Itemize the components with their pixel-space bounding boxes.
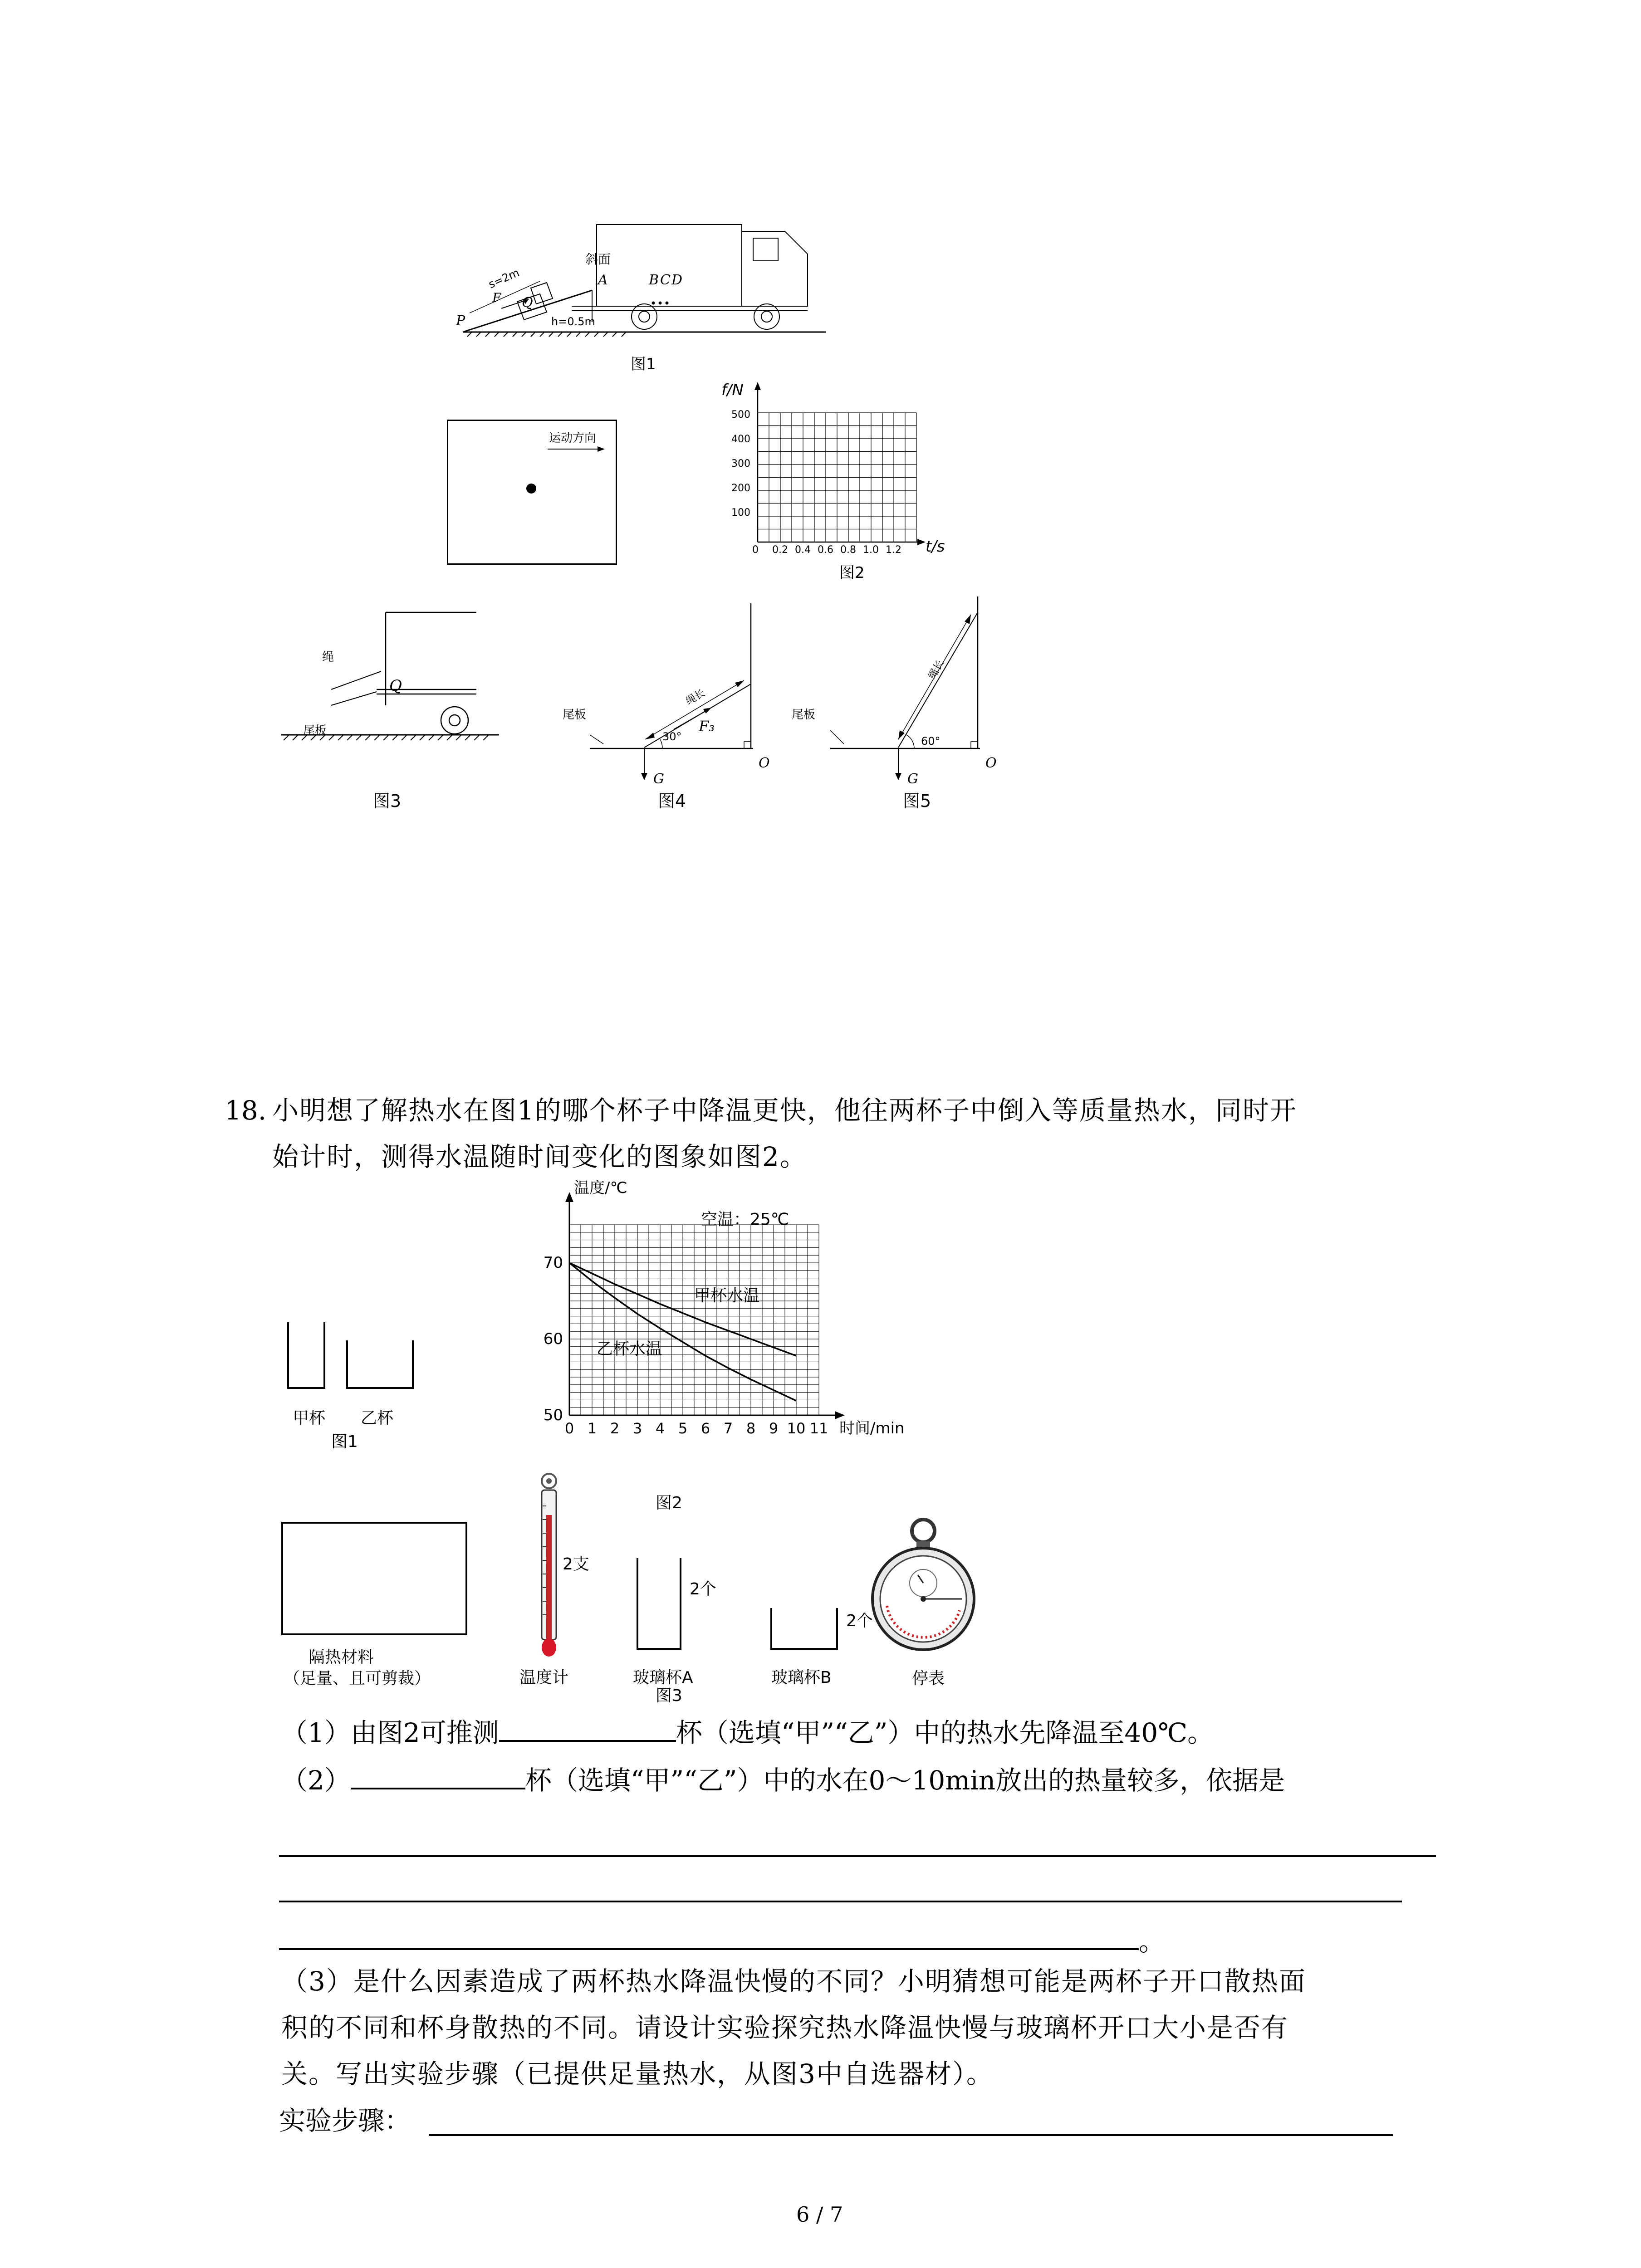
fig3-top-label: 图3 [373,791,402,811]
stopwatch-icon [869,1515,978,1651]
chart-series-label-1: 乙杯水温 [597,1339,662,1359]
sub-question-3-line-3: 关。写出实验步骤（已提供足量热水，从图3中自选器材）。 [281,2058,994,2089]
steps-label: 实验步骤： [279,2105,411,2136]
fig5-tailboard-label: 尾板 [792,708,816,722]
fig4-rope-label: 绳长 [684,687,707,708]
fig5-o-label: O [985,755,997,771]
chart-figure-label: 图2 [656,1494,682,1512]
fig1-h-label: h=0.5m [551,315,595,328]
fig4-o-label: O [759,755,770,771]
chart-x-tick-label: 2 [610,1420,620,1437]
chart-y-tick-label: 60 [543,1330,563,1348]
chart-y-axis-arrow [565,1192,573,1202]
motion-direction-label: 运动方向 [549,431,597,445]
sub-question-3-line-2: 积的不同和杯身散热的不同。请设计实验探究热水降温快慢与玻璃杯开口大小是否有 [281,2012,1289,2043]
chart-x-tick-label: 4 [655,1420,665,1437]
cooling-chart [522,1179,905,1461]
chart-x-tick-label: 3 [632,1420,642,1437]
glass-b-count: 2个 [846,1612,873,1630]
sub2-period: 。 [1139,1926,1166,1957]
fig2-top-xtick-12: 1.2 [886,544,901,556]
sub2-reason-line-3[interactable] [279,1948,1139,1950]
fig4-force-label: F₃ [699,718,715,735]
stopwatch-label: 停表 [912,1669,945,1688]
cups-figure-label: 图1 [331,1432,358,1451]
figure-5-rope-60deg [817,594,1007,789]
motion-direction-dot [526,484,536,494]
sub1-suffix: 杯（选填“甲”“乙”）中的热水先降温至40℃。 [676,1717,1214,1748]
thermometer-label: 温度计 [519,1668,569,1687]
steps-answer-line[interactable] [429,2134,1393,2136]
fig2-top-xtick-02: 0.2 [772,544,788,556]
fig1-point-q: Q [522,295,533,311]
insulation-note: （足量、且可剪裁） [284,1669,431,1688]
chart-x-tick-label: 8 [746,1420,756,1437]
fig2-top-ytick-200: 200 [731,483,750,494]
fig1-slope-label: 斜面 [585,252,611,267]
glass-a-count: 2个 [690,1580,716,1598]
chart-x-tick-label: 11 [809,1420,828,1437]
motion-direction-arrow [547,445,606,454]
chart-y-tick-label: 50 [543,1406,563,1424]
thermometer-count: 2支 [563,1555,589,1574]
insulation-material-box [281,1522,467,1635]
fig2-top-ytick-300: 300 [731,458,750,469]
chart-x-tick-label: 0 [564,1420,574,1437]
cup-jia-label: 甲杯 [293,1409,326,1427]
fig1-point-c: C [660,272,671,288]
fig1-s-label: s=2m [486,266,521,291]
glass-b-icon [769,1606,842,1660]
sub2-reason-line-2[interactable] [279,1901,1402,1902]
fig2-top-y-axis-label: f/N [721,381,744,399]
fig1-force-label: F [492,290,501,305]
fig3-top-rope-label: 绳 [322,650,334,664]
chart-series-label-0: 甲杯水温 [694,1286,760,1305]
chart-x-tick-label: 5 [678,1420,688,1437]
fig2-top-xtick-08: 0.8 [840,544,856,556]
fig2-top-x-axis-label: t/s [926,538,945,556]
fig4-g-label: G [653,771,664,787]
fig1-point-p: P [456,313,465,329]
sub2-suffix: 杯（选填“甲”“乙”）中的水在0～10min放出的热量较多，依据是 [525,1765,1285,1796]
fig1-point-a: A [598,272,608,288]
sub1-answer-blank[interactable] [499,1712,676,1742]
equipment-figure-label: 图3 [656,1686,682,1705]
fig5-rope-label: 绳长 [926,658,946,681]
fig1-label: 图1 [631,355,656,373]
cup-yi-label: 乙杯 [361,1409,394,1427]
fig2-top-ytick-400: 400 [731,434,750,445]
sub-question-1 [281,1710,1214,1755]
chart-y-axis-label: 温度/℃ [574,1179,627,1197]
chart-x-tick-label: 9 [769,1420,779,1437]
glass-a-label: 玻璃杯A [633,1668,693,1687]
chart-x-tick-label: 6 [700,1420,710,1437]
fig4-angle-label: 30° [662,730,682,743]
glass-a-icon [635,1556,690,1660]
fig2-top-xtick-06: 0.6 [818,544,833,556]
fig5-label: 图5 [903,791,931,811]
sub-question-2 [281,1758,1285,1803]
figure-2-friction-grid [721,381,948,572]
sub-question-3-line-1: （3）是什么因素造成了两杯热水降温快慢的不同？小明猜想可能是两杯子开口散热面 [281,1966,1306,1997]
sub2-prefix: （2） [281,1765,351,1796]
chart-title: 空温：25℃ [701,1210,789,1229]
sub1-prefix: （1）由图2可推测 [281,1717,499,1748]
fig4-tailboard-label: 尾板 [563,708,587,722]
question-18-line-1: 小明想了解热水在图1的哪个杯子中降温更快，他往两杯子中倒入等质量热水，同时开 [272,1095,1297,1126]
fig1-point-b: B [649,272,659,288]
fig3-top-point-q: Q [389,677,402,695]
fig5-g-label: G [907,771,918,787]
fig2-top-ytick-500: 500 [731,409,750,420]
chart-y-tick-label: 70 [543,1254,563,1272]
page-number: 6 / 7 [796,2202,843,2227]
fig2-top-xtick-0: 0 [752,544,759,556]
fig1-point-d: D [671,272,683,288]
chart-x-tick-label: 1 [587,1420,597,1437]
question-18-number: 18. [225,1095,267,1126]
fig3-top-tailboard-label: 尾板 [303,724,327,738]
fig2-top-ytick-100: 100 [731,507,750,518]
insulation-label: 隔热材料 [309,1648,374,1667]
question-18-line-2: 始计时，测得水温随时间变化的图象如图2。 [272,1141,807,1172]
sub2-reason-line-1[interactable] [279,1855,1436,1857]
fig4-label: 图4 [658,791,686,811]
fig2-top-xtick-04: 0.4 [795,544,811,556]
fig5-angle-label: 60° [921,735,941,748]
chart-x-tick-label: 7 [723,1420,733,1437]
fig2-top-xtick-10: 1.0 [863,544,879,556]
chart-x-tick-label: 10 [787,1420,806,1437]
fig2-top-label: 图2 [839,564,865,582]
chart-x-axis-label: 时间/min [839,1419,905,1437]
chart-x-axis-arrow [835,1411,845,1419]
sub2-answer-blank[interactable] [351,1760,525,1789]
glass-b-label: 玻璃杯B [771,1668,832,1687]
cups-figure [286,1320,422,1402]
